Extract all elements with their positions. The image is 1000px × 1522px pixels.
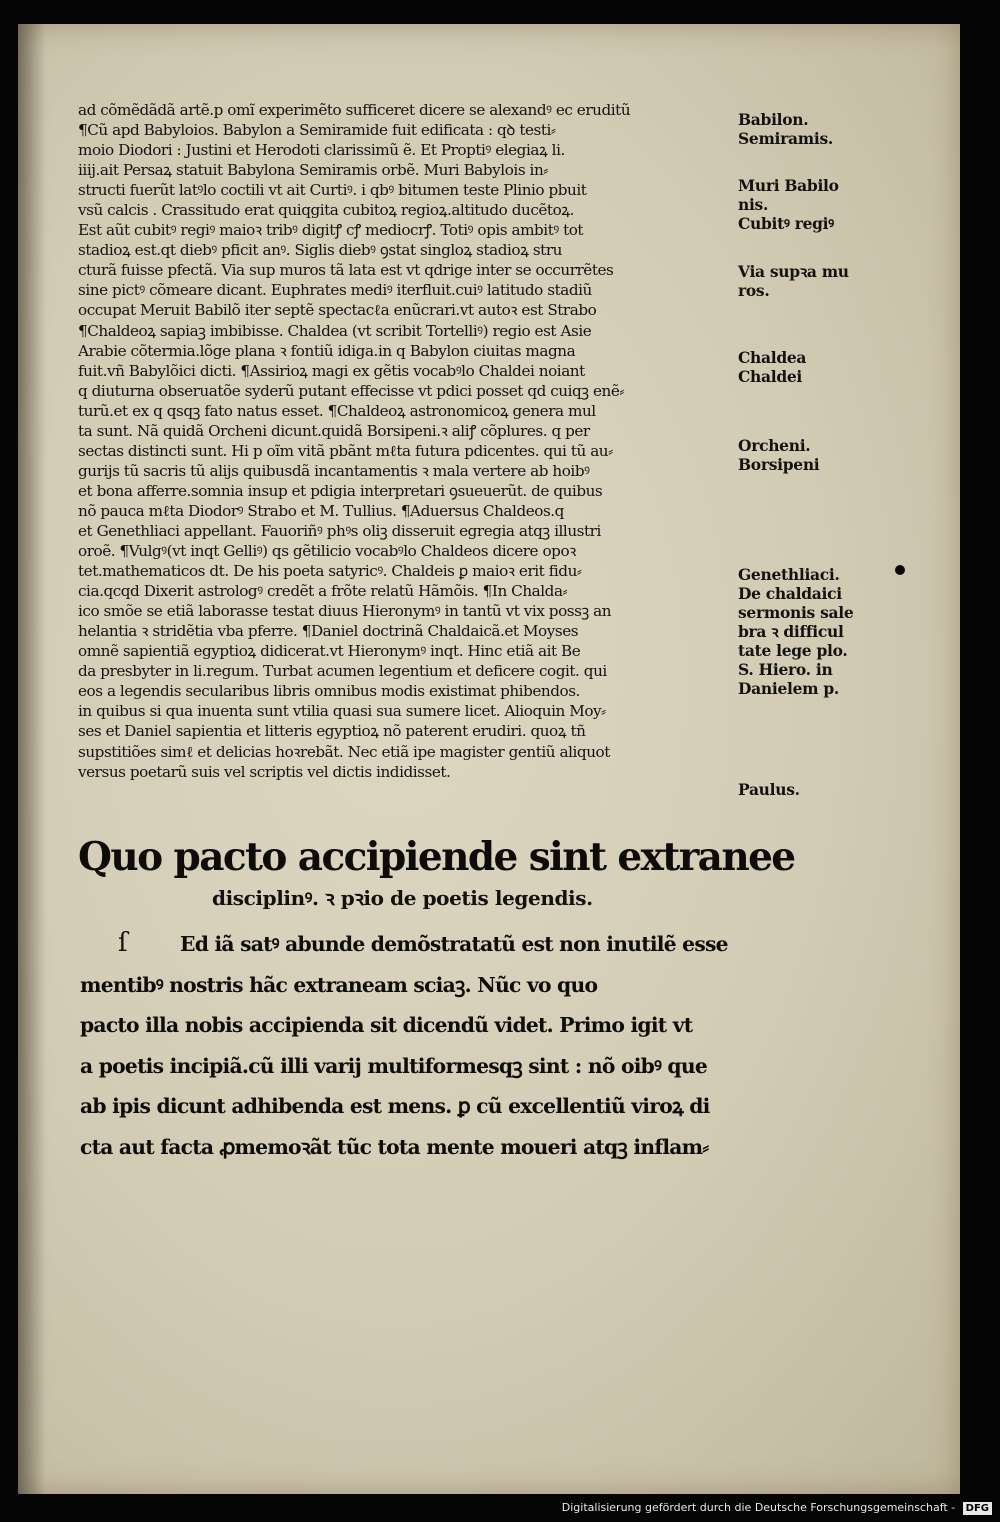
text-line: iiij.ait Persaꝝ statuit Babylona Semiramis orbẽ. Muri Babylois in⸗ [78, 161, 548, 180]
text-line: cturã fuisse pfectã. Via sup muros tã lata est vt qdrige inter se occurrẽtes [78, 261, 614, 280]
margin-note-paulus [738, 780, 888, 799]
chapter-subheading: disciplinꝰ. ꝛ pꝛio de poetis legendis. [212, 886, 593, 910]
text-line: nõ pauca mℓta Diodorꝰ Strabo et M. Tullius. ¶Aduersus Chaldeos.q [78, 501, 564, 520]
margin-note-line: Semiramis. [738, 129, 833, 148]
text-line: et bona afferre.somnia insup et pdigia interpretari ꝯsueuerũt. de quibus [78, 481, 603, 500]
text-line: eos a legendis secularibus libris omnibus modis existimat phibendos. [78, 682, 580, 701]
text-line: turũ.et ex q qsqꝫ fato natus esset. ¶Chaldeoꝝ astronomicoꝝ genera mul [78, 401, 596, 420]
text-line: supstitiões simℓ et delicias hoꝛrebãt. Nec etiã ipe magister gentiũ aliquot [78, 742, 610, 761]
margin-note-line: Chaldei [738, 367, 803, 386]
text-line: ¶Cũ apd Babyloios. Babylon a Semiramide fuit edificata : qꝺ testi⸗ [78, 121, 556, 140]
main-text-block [78, 100, 728, 782]
text-line: stadioꝝ est.qt diebꝰ pficit anꝰ. Siglis diebꝰ ꝯstat singloꝝ stadioꝝ stru [78, 241, 562, 260]
gutter-shadow [18, 24, 46, 1494]
margin-note-line: Chaldea [738, 348, 807, 367]
margin-note-line: Genethliaci. [738, 565, 840, 584]
margin-note-line: Via supꝛa mu [738, 262, 849, 281]
digitization-footer [562, 1500, 992, 1516]
text-line: versus poetarũ suis vel scriptis vel dictis indidisset. [78, 762, 451, 781]
text-line: fuit.vñ Babylõici dicti. ¶Assirioꝝ magi ex gẽtis vocabꝰlo Chaldei noiant [78, 361, 585, 380]
text-line: structi fuerũt latꝰlo coctili vt ait Curtiꝰ. i qbꝰ bitumen teste Plinio pbuit [78, 181, 587, 200]
text-line: moio Diodori : Justini et Herodoti clarissimũ ẽ. Et Proptiꝰ elegiaꝝ li. [78, 141, 565, 160]
margin-note-babilon [738, 110, 888, 148]
text-line: Est aũt cubitꝰ regiꝰ maioꝛ tribꝰ digitꝭ cꝭ mediocrꝭ. Totiꝰ opis ambitꝰ tot [78, 221, 584, 240]
chapter-text-block [80, 924, 730, 1167]
margin-note-line: Muri Babilo [738, 176, 839, 195]
margin-note-chaldea [738, 348, 888, 386]
margin-note-line: Borsipeni [738, 455, 820, 474]
margin-note-line: ros. [738, 281, 770, 300]
margin-note-line: sermonis sale [738, 603, 854, 622]
margin-note-line: Babilon. [738, 110, 809, 129]
margin-note-line: Orcheni. [738, 436, 811, 455]
text-line: ad cõmẽdãdã artẽ.p omĩ experimẽto sufficeret dicere se alexandꝰ ec eruditũ [78, 101, 631, 119]
text-line: tet.mathematicos dt. De his poeta satyricꝰ. Chaldeis ꝑ maioꝛ erit fidu⸗ [78, 562, 582, 581]
text-line: in quibus si qua inuenta sunt vtilia quasi sua sumere licet. Alioquin Moy⸗ [78, 702, 606, 721]
margin-note-line: tate lege plo. [738, 641, 848, 660]
text-line: ico smõe se etiã laborasse testat diuus Hieronymꝰ in tantũ vt vix possꝫ an [78, 602, 612, 621]
text-line: sectas distincti sunt. Hi p oĩm vitã pbãnt mℓta futura pdicentes. qui tũ au⸗ [78, 441, 613, 460]
text-line: vsũ calcis . Crassitudo erat quiqgita cubitoꝝ regioꝝ.altitudo ducẽtoꝝ. [78, 201, 574, 220]
text-line: et Genethliaci appellant. Fauoriñꝰ phꝰs oliꝫ disseruit egregia atqꝫ illustri [78, 521, 601, 540]
text-line: pacto illa nobis accipienda sit dicendũ videt. Primo igit vt [80, 1013, 693, 1037]
margin-note-via [738, 262, 888, 300]
margin-note-genethliaci [738, 565, 888, 698]
margin-note-line: nis. [738, 195, 769, 214]
text-line: a poetis incipiã.cũ illi varij multiformesqꝫ sint : nõ oibꝰ que [80, 1053, 707, 1078]
text-line: sine pictꝰ cõmeare dicant. Euphrates mediꝰ iterfluit.cuiꝰ latitudo stadiũ [78, 281, 592, 300]
text-line: Arabie cõtermia.lõge plana ꝛ fontiũ idiga.in q Babylon ciuitas magna [78, 341, 576, 360]
margin-note-line: S. Hiero. in [738, 660, 833, 679]
text-line: gurijs tũ sacris tũ alijs quibusdã incantamentis ꝛ mala vertere ab hoibꝰ [78, 461, 590, 480]
margin-note-line: De chaldaici [738, 584, 842, 603]
text-line: ses et Daniel sapientia et litteris egyptioꝝ nõ paterent erudiri. quoꝝ tñ [78, 722, 586, 741]
text-line: ab ipis dicunt adhibenda est mens. ꝑ cũ excellentiũ viroꝝ di [80, 1094, 710, 1118]
chapter-heading: Quo pacto accipiende sint extranee [78, 834, 795, 880]
margin-note-line: Paulus. [738, 780, 800, 799]
margin-note-line: Cubitꝰ regiꝰ [738, 214, 834, 233]
text-line: ¶Chaldeoꝝ sapiaꝫ imbibisse. Chaldea (vt scribit Tortelliꝰ) regio est Asie [78, 321, 592, 340]
margin-note-line: bra ꝛ difficul [738, 622, 844, 641]
text-line: da presbyter in li.regum. Turbat acumen legentium et deficere cogit. qui [78, 662, 607, 681]
text-line: oroẽ. ¶Vulgꝰ(vt inqt Gelliꝰ) qs gẽtilicio vocabꝰlo Chaldeos dicere opoꝛ [78, 542, 576, 561]
text-line: cia.qcqd Dixerit astrologꝰ credẽt a frõte relatũ Hãmõis. ¶In Chalda⸗ [78, 582, 568, 601]
text-line: mentibꝰ nostris hãc extraneam sciaꝫ. Nũc vo quo [80, 972, 598, 997]
text-line: helantia ꝛ stridẽtia vba pferre. ¶Daniel doctrinã Chaldaicã.et Moyses [78, 622, 579, 641]
ink-dot [895, 565, 905, 575]
text-line: Ed iã satꝰ abunde demõstratatũ est non inutilẽ esse [180, 932, 728, 956]
text-line: omnẽ sapientiã egyptioꝝ didicerat.vt Hieronymꝰ inqt. Hinc etiã ait Be [78, 642, 581, 661]
margin-note-orcheni [738, 436, 888, 474]
initial-letter: ſ [118, 928, 128, 958]
margin-note-muri [738, 176, 888, 233]
dfg-logo: DFG [963, 1502, 992, 1515]
text-line: cta aut facta ꝓmemoꝛãt tũc tota mente moueri atqꝫ inflam⸗ [80, 1134, 709, 1159]
text-line: ta sunt. Nã quidã Orcheni dicunt.quidã Borsipeni.ꝛ aliꝭ cõplures. q per [78, 421, 590, 440]
text-line: occupat Meruit Babilõ iter septẽ spectacℓa enũcrari.vt autoꝛ est Strabo [78, 301, 597, 320]
text-line: q diuturna obseruatõe syderũ putant effecisse vt pdici posset qd cuiqꝫ enẽ⸗ [78, 381, 625, 400]
margin-note-line: Danielem p. [738, 679, 839, 698]
footer-text: Digitalisierung gefördert durch die Deutsche Forschungsgemeinschaft - [561, 1501, 956, 1514]
